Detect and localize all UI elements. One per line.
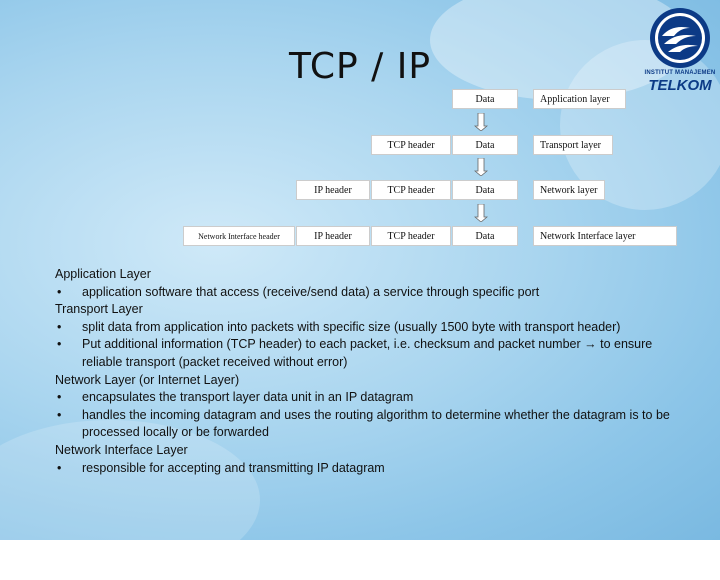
bullet-icon: • <box>57 319 62 334</box>
bullet-icon: • <box>57 284 62 299</box>
list-item-text: application software that access (receive/send data) a service through specific port <box>82 284 540 299</box>
bullet-icon: • <box>57 407 62 422</box>
list-item <box>55 284 695 302</box>
list-item-text: responsible for accepting and transmitting IP datagram <box>82 460 385 475</box>
application-layer-label: Application layer <box>533 89 626 109</box>
transport-data-cell: Data <box>452 135 518 155</box>
bullet-icon: • <box>57 460 62 475</box>
down-arrow-icon <box>474 113 488 131</box>
interface-ip-header-cell: IP header <box>296 226 370 246</box>
telkom-logo <box>640 6 720 96</box>
section-heading: Network Layer (or Internet Layer) <box>55 372 240 387</box>
list-item <box>55 336 695 371</box>
section-heading: Transport Layer <box>55 302 143 317</box>
logo-institute-text: INSTITUT MANAJEMEN <box>644 70 716 76</box>
interface-net-header-cell: Network Interface header <box>183 226 295 246</box>
network-data-cell: Data <box>452 180 518 200</box>
list-item-text: encapsulates the transport layer data unit in an IP datagram <box>82 390 414 405</box>
transport-tcp-header-cell: TCP header <box>371 135 451 155</box>
interface-data-cell: Data <box>452 226 518 246</box>
section-heading: Application Layer <box>55 267 151 281</box>
telkom-emblem-icon <box>640 6 720 70</box>
list-item <box>55 460 695 478</box>
section-heading: Network Interface Layer <box>55 442 188 457</box>
list-item <box>55 389 695 407</box>
network-ip-header-cell: IP header <box>296 180 370 200</box>
down-arrow-icon <box>474 158 488 176</box>
list-item <box>55 319 695 337</box>
list-item-text: Put additional information (TCP header) to each packet, i.e. checksum and packet number → to ensure reliable transport (packet received without error) <box>82 337 653 369</box>
bullet-icon: • <box>57 390 62 405</box>
bullet-icon: • <box>57 337 62 352</box>
interface-layer-label: Network Interface layer <box>533 226 677 246</box>
logo-telkom-text: TELKOM <box>648 77 712 94</box>
network-layer-label: Network layer <box>533 180 605 200</box>
network-tcp-header-cell: TCP header <box>371 180 451 200</box>
list-item-text: handles the incoming datagram and uses the routing algorithm to determine whether the datagram is to be processed locally or be forwarded <box>82 407 670 440</box>
interface-tcp-header-cell: TCP header <box>371 226 451 246</box>
transport-layer-label: Transport layer <box>533 135 613 155</box>
down-arrow-icon <box>474 204 488 222</box>
slide-title: TCP / IP <box>288 46 432 87</box>
list-item <box>55 407 695 442</box>
list-item-text: split data from application into packets with specific size (usually 1500 byte with transport header) <box>82 319 621 334</box>
application-data-cell: Data <box>452 89 518 109</box>
layer-descriptions <box>55 266 695 477</box>
